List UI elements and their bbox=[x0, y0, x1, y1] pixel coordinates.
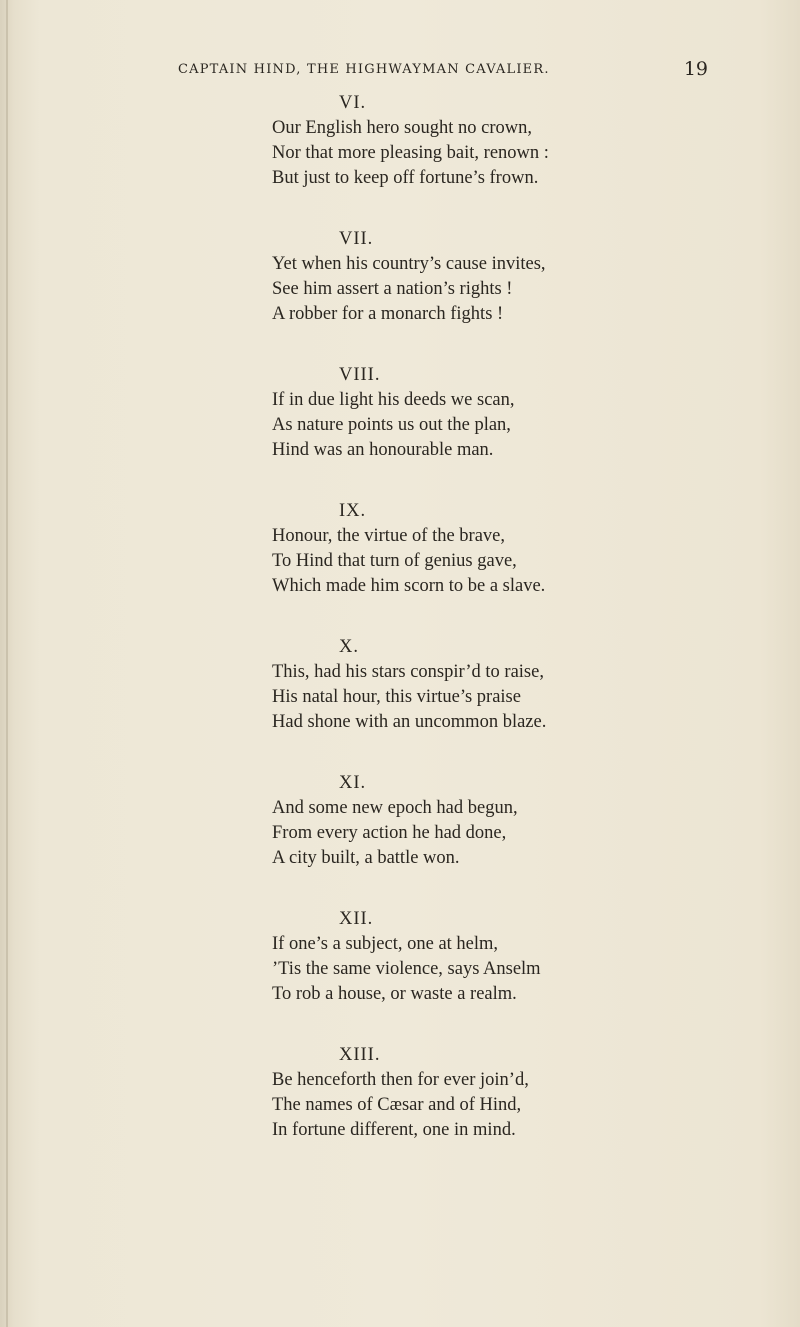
stanza bbox=[272, 634, 724, 770]
verse-line: And some new epoch had begun, bbox=[272, 798, 518, 818]
stanza-numeral: VIII. bbox=[339, 365, 381, 385]
stanza bbox=[272, 1042, 724, 1178]
stanza-numeral: XII. bbox=[339, 909, 374, 929]
verse-line: ’Tis the same violence, says Anselm bbox=[272, 959, 541, 979]
verse-line: Hind was an honourable man. bbox=[272, 440, 494, 460]
page-number: 19 bbox=[683, 58, 708, 80]
verse-line: From every action he had done, bbox=[272, 823, 507, 843]
stanza-numeral: XI. bbox=[339, 773, 367, 793]
stanza bbox=[272, 906, 724, 1042]
running-head bbox=[178, 58, 708, 82]
verse-line: His natal hour, this virtue’s praise bbox=[272, 687, 521, 707]
verse-line: A city built, a battle won. bbox=[272, 848, 460, 868]
stanza bbox=[272, 90, 724, 226]
stanza-numeral: VII. bbox=[339, 229, 374, 249]
verse-line: Nor that more pleasing bait, renown : bbox=[272, 143, 549, 163]
verse-line: If one’s a subject, one at helm, bbox=[272, 934, 499, 954]
running-title: CAPTAIN HIND, THE HIGHWAYMAN CAVALIER. bbox=[178, 62, 550, 77]
verse-line: Be henceforth then for ever join’d, bbox=[272, 1070, 529, 1090]
verse-line: Had shone with an uncommon blaze. bbox=[272, 712, 547, 732]
stanza bbox=[272, 362, 724, 498]
stanza bbox=[272, 498, 724, 634]
verse-line: Which made him scorn to be a slave. bbox=[272, 576, 546, 596]
stanza-numeral: IX. bbox=[339, 501, 367, 521]
stanza bbox=[272, 226, 724, 362]
verse-line: This, had his stars conspir’d to raise, bbox=[272, 662, 544, 682]
verse-line: If in due light his deeds we scan, bbox=[272, 390, 515, 410]
verse-line: A robber for a monarch fights ! bbox=[272, 304, 504, 324]
verse-line: In fortune different, one in mind. bbox=[272, 1120, 516, 1140]
verse-line: To rob a house, or waste a realm. bbox=[272, 984, 517, 1004]
stanza-numeral: VI. bbox=[339, 93, 367, 113]
verse-line: Honour, the virtue of the brave, bbox=[272, 526, 506, 546]
stanza-numeral: X. bbox=[339, 637, 359, 657]
verse-line: As nature points us out the plan, bbox=[272, 415, 511, 435]
verse-line: But just to keep off fortune’s frown. bbox=[272, 168, 539, 188]
verse-line: To Hind that turn of genius gave, bbox=[272, 551, 517, 571]
verse-line: Our English hero sought no crown, bbox=[272, 118, 532, 138]
poem bbox=[272, 90, 724, 1178]
stanza bbox=[272, 770, 724, 906]
stanza-numeral: XIII. bbox=[339, 1045, 381, 1065]
verse-line: The names of Cæsar and of Hind, bbox=[272, 1095, 522, 1115]
page-gutter bbox=[6, 0, 8, 1327]
verse-line: Yet when his country’s cause invites, bbox=[272, 254, 546, 274]
verse-line: See him assert a nation’s rights ! bbox=[272, 279, 513, 299]
